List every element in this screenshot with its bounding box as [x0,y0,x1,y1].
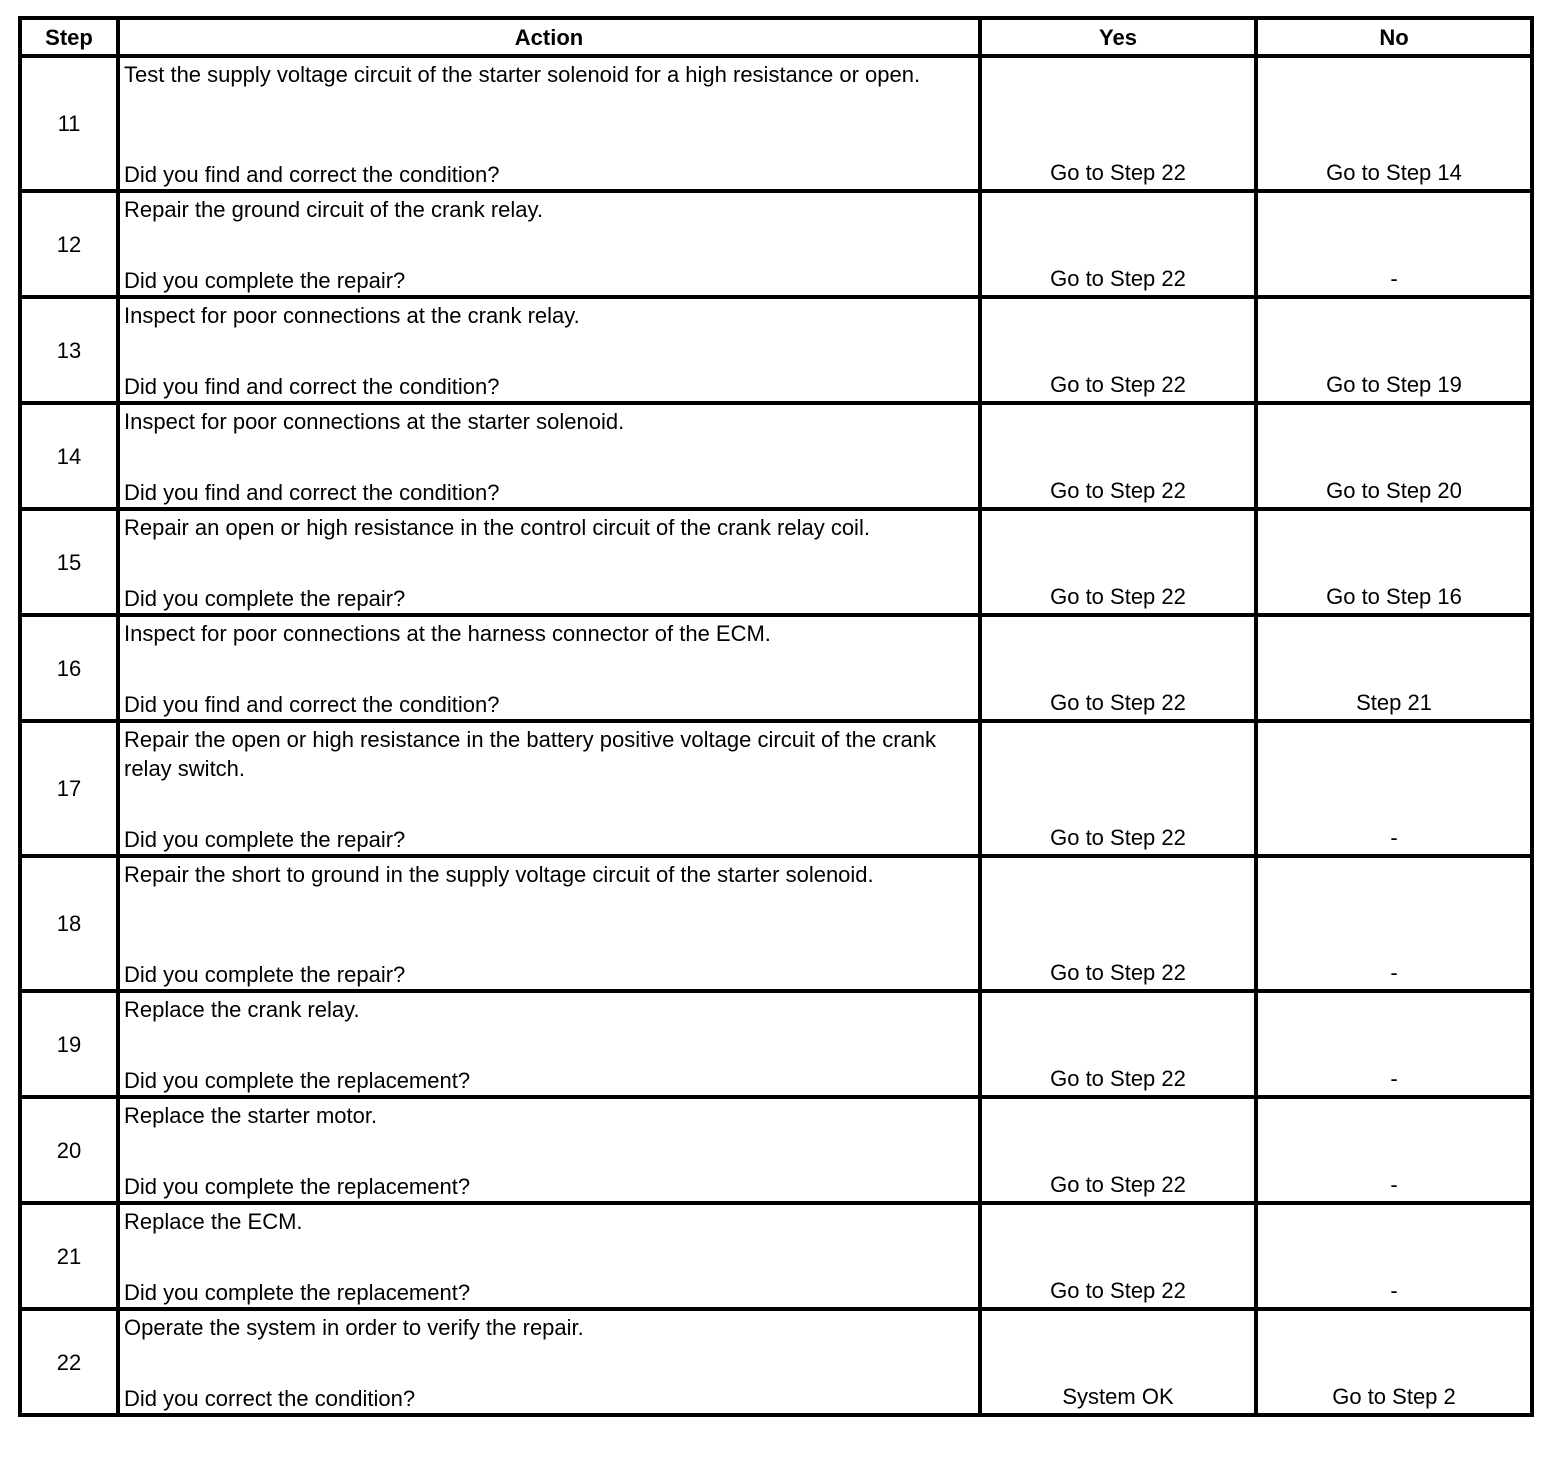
step-number: 21 [20,1203,118,1309]
action-question: Did you complete the repair? [124,962,406,987]
table-row [20,1097,1532,1203]
no-result: - [1390,1278,1398,1303]
yes-result-cell [980,509,1256,615]
yes-result: Go to Step 22 [1050,266,1186,291]
yes-result: Go to Step 22 [1050,960,1186,985]
table-body [20,56,1532,1415]
yes-result: Go to Step 22 [1050,372,1186,397]
action-instruction: Inspect for poor connections at the starter solenoid. [124,409,625,434]
no-result-cell [1256,615,1532,721]
header-step: Step [20,18,118,56]
yes-result: Go to Step 22 [1050,478,1186,503]
no-result: - [1390,960,1398,985]
step-number: 19 [20,991,118,1097]
yes-result: Go to Step 22 [1050,584,1186,609]
no-result: Go to Step 20 [1326,478,1462,503]
no-result-cell [1256,1097,1532,1203]
action-cell [118,856,980,991]
yes-result: Go to Step 22 [1050,825,1186,850]
no-result-cell [1256,191,1532,297]
diagnostic-table [18,16,1534,1417]
action-cell [118,721,980,856]
action-cell [118,1203,980,1309]
action-instruction: Test the supply voltage circuit of the starter solenoid for a high resistance or open. [124,62,921,87]
yes-result: System OK [1062,1384,1174,1409]
action-instruction: Replace the crank relay. [124,997,360,1022]
table-row [20,1309,1532,1415]
table-row [20,56,1532,191]
no-result-cell [1256,403,1532,509]
table-row [20,191,1532,297]
header-action: Action [118,18,980,56]
yes-result-cell [980,191,1256,297]
table-row [20,856,1532,991]
step-number: 13 [20,297,118,403]
yes-result-cell [980,721,1256,856]
action-cell [118,1097,980,1203]
yes-result-cell [980,856,1256,991]
table-row [20,297,1532,403]
action-instruction: Repair the ground circuit of the crank relay. [124,197,544,222]
no-result: Go to Step 14 [1326,160,1462,185]
action-instruction: Repair the open or high resistance in the battery positive voltage circuit of the crank relay switch. [124,727,937,781]
action-question: Did you complete the replacement? [124,1068,471,1093]
step-number: 20 [20,1097,118,1203]
action-cell [118,991,980,1097]
table-row [20,1203,1532,1309]
yes-result: Go to Step 22 [1050,690,1186,715]
yes-result-cell [980,403,1256,509]
action-question: Did you complete the repair? [124,827,406,852]
no-result-cell [1256,509,1532,615]
step-number: 11 [20,56,118,191]
table-row [20,403,1532,509]
action-cell [118,56,980,191]
yes-result: Go to Step 22 [1050,1066,1186,1091]
no-result: - [1390,266,1398,291]
action-instruction: Inspect for poor connections at the crank relay. [124,303,580,328]
table-row [20,509,1532,615]
action-instruction: Replace the starter motor. [124,1103,378,1128]
step-number: 15 [20,509,118,615]
action-cell [118,615,980,721]
step-number: 18 [20,856,118,991]
action-instruction: Replace the ECM. [124,1209,303,1234]
table-row [20,991,1532,1097]
no-result-cell [1256,1309,1532,1415]
no-result: Go to Step 19 [1326,372,1462,397]
yes-result-cell [980,1097,1256,1203]
no-result-cell [1256,991,1532,1097]
action-instruction: Inspect for poor connections at the harness connector of the ECM. [124,621,771,646]
no-result-cell [1256,297,1532,403]
yes-result-cell [980,1309,1256,1415]
no-result: Go to Step 16 [1326,584,1462,609]
no-result-cell [1256,721,1532,856]
step-number: 22 [20,1309,118,1415]
header-row [20,18,1532,56]
action-question: Did you find and correct the condition? [124,374,500,399]
action-question: Did you find and correct the condition? [124,692,500,717]
action-question: Did you find and correct the condition? [124,480,500,505]
step-number: 16 [20,615,118,721]
action-cell [118,403,980,509]
yes-result-cell [980,1203,1256,1309]
yes-result: Go to Step 22 [1050,1278,1186,1303]
no-result-cell [1256,56,1532,191]
no-result: - [1390,825,1398,850]
table-row [20,615,1532,721]
yes-result-cell [980,56,1256,191]
step-number: 12 [20,191,118,297]
action-question: Did you complete the repair? [124,268,406,293]
action-instruction: Repair the short to ground in the supply voltage circuit of the starter solenoid. [124,862,874,887]
yes-result-cell [980,615,1256,721]
yes-result-cell [980,297,1256,403]
header-yes: Yes [980,18,1256,56]
step-number: 14 [20,403,118,509]
no-result-cell [1256,1203,1532,1309]
action-instruction: Operate the system in order to verify the repair. [124,1315,584,1340]
yes-result-cell [980,991,1256,1097]
step-number: 17 [20,721,118,856]
action-cell [118,191,980,297]
no-result: Step 21 [1356,690,1432,715]
action-question: Did you find and correct the condition? [124,162,500,187]
header-no: No [1256,18,1532,56]
action-question: Did you complete the repair? [124,586,406,611]
no-result: Go to Step 2 [1332,1384,1456,1409]
action-question: Did you correct the condition? [124,1386,416,1411]
action-cell [118,509,980,615]
no-result: - [1390,1066,1398,1091]
action-question: Did you complete the replacement? [124,1280,471,1305]
yes-result: Go to Step 22 [1050,1172,1186,1197]
action-cell [118,297,980,403]
action-cell [118,1309,980,1415]
yes-result: Go to Step 22 [1050,160,1186,185]
no-result-cell [1256,856,1532,991]
no-result: - [1390,1172,1398,1197]
action-question: Did you complete the replacement? [124,1174,471,1199]
table-row [20,721,1532,856]
action-instruction: Repair an open or high resistance in the control circuit of the crank relay coil. [124,515,870,540]
